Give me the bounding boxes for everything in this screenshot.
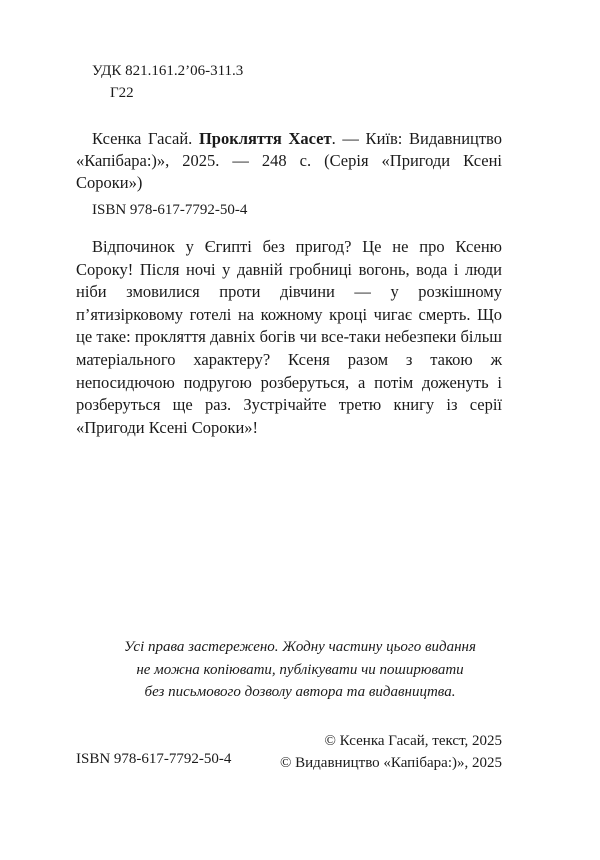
- classification-block: [92, 60, 243, 104]
- rights-line-3: без письмового дозволу автора та видавництва.: [144, 684, 456, 700]
- author-mark: Г22: [110, 85, 134, 101]
- rights-notice: [80, 636, 520, 704]
- biblio-author: Ксенка Гасай.: [92, 129, 193, 148]
- udk-code: УДК 821.161.2’06-311.3: [92, 63, 244, 79]
- isbn-line: ISBN 978-617-7792-50-4: [92, 202, 248, 218]
- bibliographic-record: [76, 128, 502, 194]
- biblio-details: . — Київ: Видавництво «Капібара:)», 2025. — 248 с. (Серія «Пригоди Ксені Сороки»): [76, 129, 502, 192]
- copyright-publisher: © Видавництво «Капібара:)», 2025: [280, 754, 502, 771]
- rights-line-2: не можна копіювати, публікувати чи поширювати: [136, 661, 464, 678]
- copyright-text: © Ксенка Гасай, текст, 2025: [324, 733, 502, 749]
- copyright-block: [280, 731, 502, 774]
- annotation-paragraph: Відпочинок у Єгипті без пригод? Це не про Ксеню Сороку! Після ночі у давній гробниці вогонь, вода і люди ніби змовилися проти дівчини — у розкішному п’ятизірковому готелі на кожному кроці чигає смерть. Що це таке: прокляття давніх богів чи все-таки небезпеки більш матеріального характеру? Ксеня разом з такою ж непосидючою подругою розберуться, а потім доженуть і розберуться ще раз. Зустрічайте третю книгу із серії «Пригоди Ксені Сороки»!: [76, 237, 502, 437]
- footer-isbn: ISBN 978-617-7792-50-4: [76, 751, 232, 767]
- biblio-title: Прокляття Хасет: [198, 129, 332, 148]
- rights-line-1: Усі права застережено. Жодну частину цього видання: [124, 639, 476, 655]
